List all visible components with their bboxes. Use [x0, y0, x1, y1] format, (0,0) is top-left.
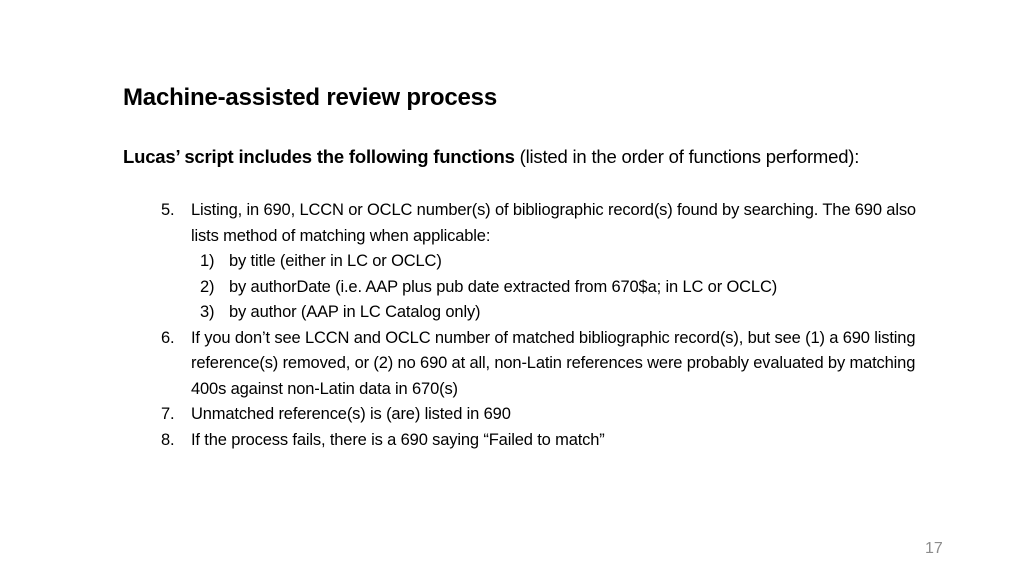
intro-paragraph: [123, 144, 883, 170]
sub-item-text: by author (AAP in LC Catalog only): [229, 303, 481, 321]
list-item-number: 5.: [161, 201, 175, 219]
sub-item-number: 2): [200, 277, 215, 296]
page-number: 17: [925, 540, 943, 557]
function-list: [0, 198, 1024, 453]
sub-item-1: [0, 249, 929, 275]
list-item-7: [0, 402, 931, 428]
list-item-number: 8.: [161, 430, 175, 449]
list-item-6: [0, 326, 931, 403]
list-item-5: [0, 198, 931, 249]
sub-item-2: [0, 275, 929, 301]
list-item-number: 7.: [161, 405, 175, 423]
intro-rest-text: (listed in the order of functions performed):: [514, 146, 860, 167]
sub-item-number: 3): [200, 303, 215, 321]
slide-title: Machine-assisted review process: [123, 84, 497, 111]
intro-bold-text: Lucas’ script includes the following functions: [123, 146, 515, 167]
sub-item-3: [0, 300, 929, 326]
sub-item-text: by title (either in LC or OCLC): [229, 252, 442, 270]
list-item-text: Listing, in 690, LCCN or OCLC number(s) of bibliographic record(s) found by searching. The 690 also lists method of matching when applicable:: [191, 201, 916, 245]
sub-item-number: 1): [200, 252, 215, 270]
list-item-8: [0, 428, 931, 454]
list-item-text: If you don’t see LCCN and OCLC number of matched bibliographic record(s), but see (1) a 690 listing reference(s) removed, or (2) no 690 at all, non-Latin references were probably evaluated by matching 400s against non-Latin data in 670(s): [191, 328, 916, 398]
list-item-number: 6.: [161, 328, 175, 347]
list-item-text: Unmatched reference(s) is (are) listed in 690: [191, 405, 511, 423]
sub-item-text: by authorDate (i.e. AAP plus pub date extracted from 670$a; in LC or OCLC): [229, 277, 778, 296]
list-item-text: If the process fails, there is a 690 saying “Failed to match”: [191, 430, 605, 449]
